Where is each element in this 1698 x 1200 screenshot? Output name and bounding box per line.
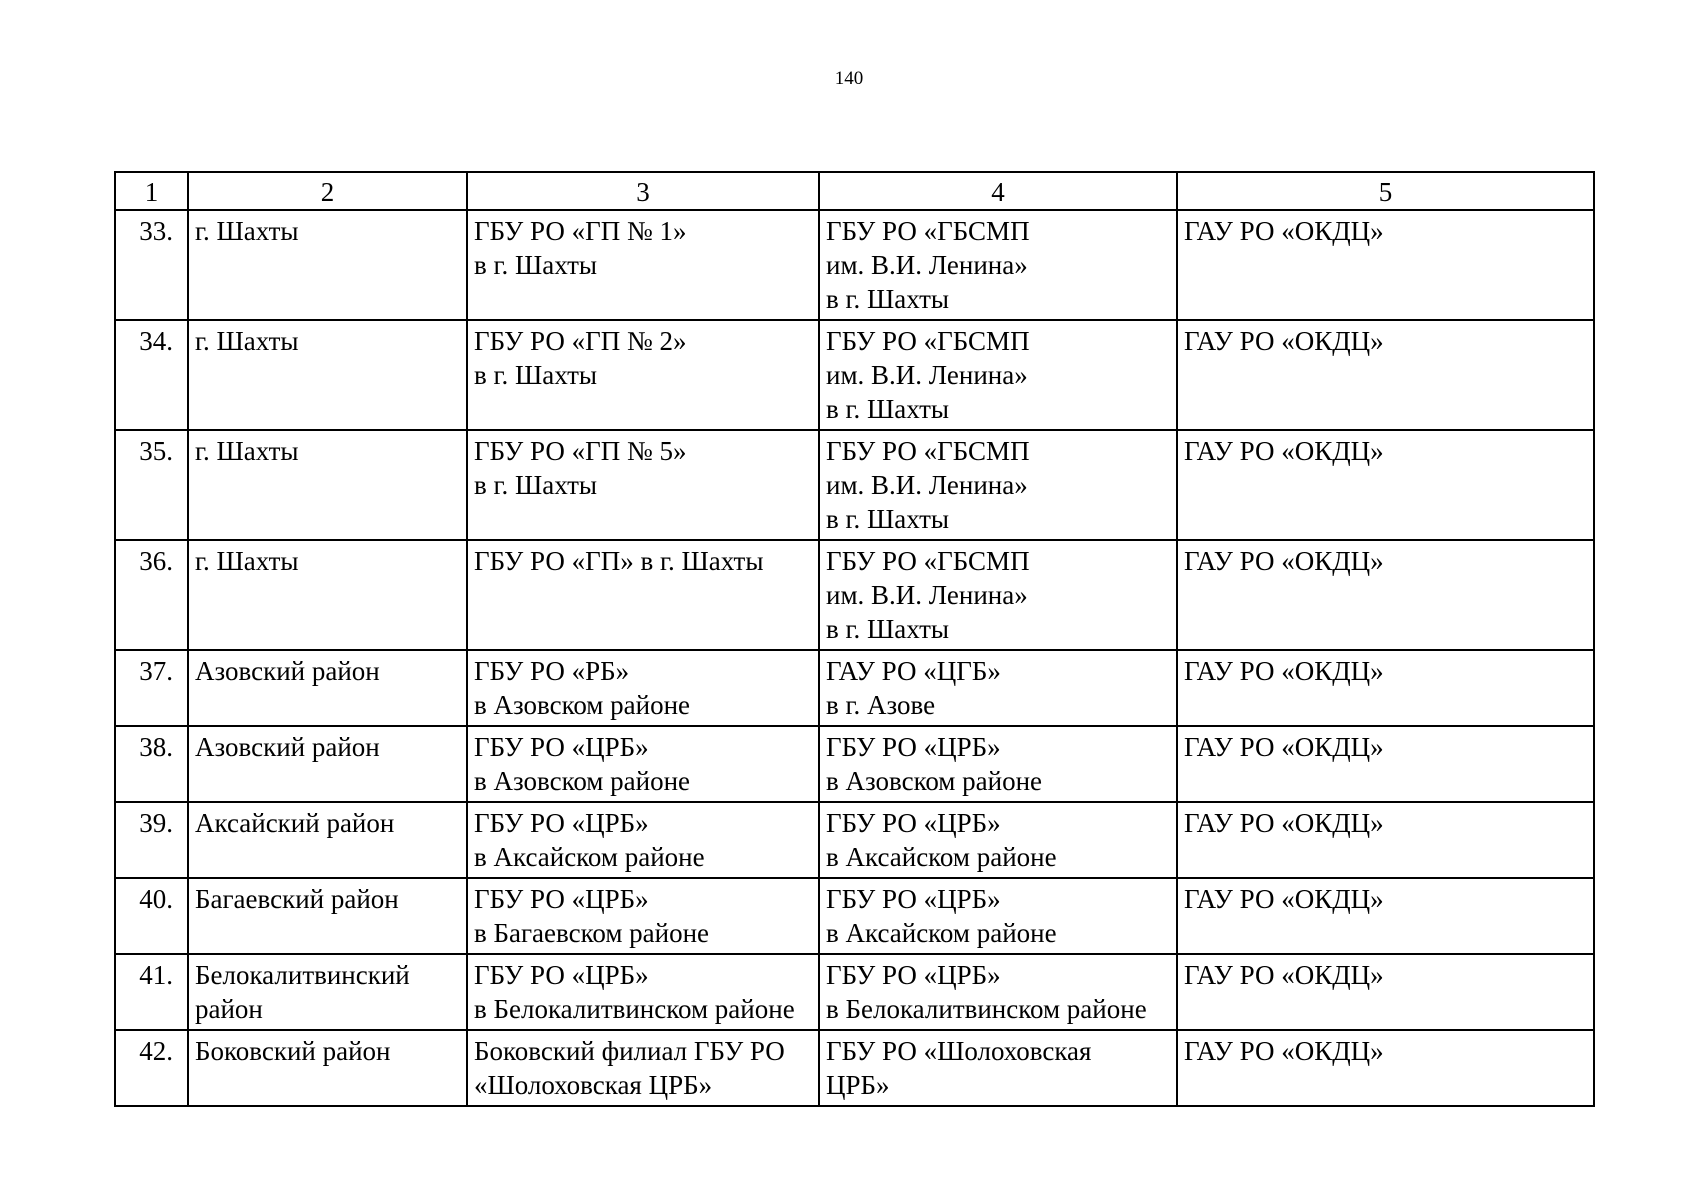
consultation-center-cell: ГАУ РО «ОКДЦ» [1177, 1030, 1594, 1106]
consultation-center-cell: ГАУ РО «ОКДЦ» [1177, 802, 1594, 878]
territory-cell: Аксайский район [188, 802, 467, 878]
primary-organization-cell: ГБУ РО «ЦРБ» в Белокалитвинском районе [467, 954, 819, 1030]
row-number: 41. [115, 954, 188, 1030]
row-number: 34. [115, 320, 188, 430]
secondary-organization-cell: ГБУ РО «ЦРБ» в Азовском районе [819, 726, 1177, 802]
table-row [115, 320, 1594, 430]
column-header-2: 2 [188, 172, 467, 210]
consultation-center-cell: ГАУ РО «ОКДЦ» [1177, 650, 1594, 726]
territory-cell: Азовский район [188, 726, 467, 802]
page-number: 140 [834, 68, 864, 89]
table-row [115, 210, 1594, 320]
consultation-center-cell: ГАУ РО «ОКДЦ» [1177, 320, 1594, 430]
secondary-organization-cell: ГБУ РО «ЦРБ» в Белокалитвинском районе [819, 954, 1177, 1030]
primary-organization-cell: ГБУ РО «ГП № 2» в г. Шахты [467, 320, 819, 430]
table-row [115, 802, 1594, 878]
table-row [115, 540, 1594, 650]
primary-organization-cell: ГБУ РО «ГП № 5» в г. Шахты [467, 430, 819, 540]
consultation-center-cell: ГАУ РО «ОКДЦ» [1177, 210, 1594, 320]
row-number: 42. [115, 1030, 188, 1106]
primary-organization-cell: ГБУ РО «ГП № 1» в г. Шахты [467, 210, 819, 320]
territory-cell: Боковский район [188, 1030, 467, 1106]
organizations-table [114, 171, 1595, 1107]
secondary-organization-cell: ГБУ РО «ЦРБ» в Аксайском районе [819, 802, 1177, 878]
territory-cell: Белокалитвинский район [188, 954, 467, 1030]
table-row [115, 726, 1594, 802]
consultation-center-cell: ГАУ РО «ОКДЦ» [1177, 726, 1594, 802]
table-row [115, 878, 1594, 954]
row-number: 33. [115, 210, 188, 320]
primary-organization-cell: ГБУ РО «ЦРБ» в Багаевском районе [467, 878, 819, 954]
primary-organization-cell: ГБУ РО «ЦРБ» в Азовском районе [467, 726, 819, 802]
territory-cell: Багаевский район [188, 878, 467, 954]
consultation-center-cell: ГАУ РО «ОКДЦ» [1177, 878, 1594, 954]
table-header-row [115, 172, 1594, 210]
secondary-organization-cell: ГБУ РО «ЦРБ» в Аксайском районе [819, 878, 1177, 954]
primary-organization-cell: ГБУ РО «ЦРБ» в Аксайском районе [467, 802, 819, 878]
column-header-5: 5 [1177, 172, 1594, 210]
row-number: 35. [115, 430, 188, 540]
row-number: 39. [115, 802, 188, 878]
row-number: 40. [115, 878, 188, 954]
row-number: 38. [115, 726, 188, 802]
territory-cell: г. Шахты [188, 210, 467, 320]
consultation-center-cell: ГАУ РО «ОКДЦ» [1177, 954, 1594, 1030]
secondary-organization-cell: ГБУ РО «Шолоховская ЦРБ» [819, 1030, 1177, 1106]
primary-organization-cell: Боковский филиал ГБУ РО «Шолоховская ЦРБ» [467, 1030, 819, 1106]
secondary-organization-cell: ГБУ РО «ГБСМП им. В.И. Ленина» в г. Шахты [819, 210, 1177, 320]
consultation-center-cell: ГАУ РО «ОКДЦ» [1177, 540, 1594, 650]
row-number: 37. [115, 650, 188, 726]
territory-cell: г. Шахты [188, 320, 467, 430]
column-header-1: 1 [115, 172, 188, 210]
secondary-organization-cell: ГБУ РО «ГБСМП им. В.И. Ленина» в г. Шахты [819, 320, 1177, 430]
secondary-organization-cell: ГБУ РО «ГБСМП им. В.И. Ленина» в г. Шахты [819, 540, 1177, 650]
secondary-organization-cell: ГБУ РО «ГБСМП им. В.И. Ленина» в г. Шахты [819, 430, 1177, 540]
column-header-3: 3 [467, 172, 819, 210]
table-row [115, 954, 1594, 1030]
column-header-4: 4 [819, 172, 1177, 210]
table-row [115, 1030, 1594, 1106]
territory-cell: г. Шахты [188, 430, 467, 540]
table-row [115, 430, 1594, 540]
territory-cell: г. Шахты [188, 540, 467, 650]
territory-cell: Азовский район [188, 650, 467, 726]
consultation-center-cell: ГАУ РО «ОКДЦ» [1177, 430, 1594, 540]
secondary-organization-cell: ГАУ РО «ЦГБ» в г. Азове [819, 650, 1177, 726]
primary-organization-cell: ГБУ РО «ГП» в г. Шахты [467, 540, 819, 650]
table-row [115, 650, 1594, 726]
row-number: 36. [115, 540, 188, 650]
primary-organization-cell: ГБУ РО «РБ» в Азовском районе [467, 650, 819, 726]
